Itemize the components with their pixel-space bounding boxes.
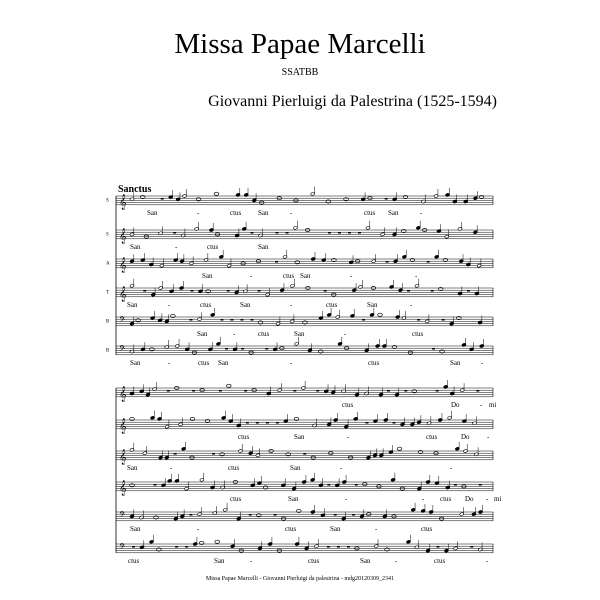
rest-icon — [212, 453, 215, 454]
rest-icon — [192, 390, 195, 391]
lyric-syllable: San — [290, 463, 301, 472]
rest-icon — [266, 422, 269, 423]
rest-icon — [276, 422, 279, 423]
lyric-syllable: San — [330, 524, 341, 533]
lyric-syllable: - — [340, 463, 343, 472]
lyric-syllable: San — [300, 271, 311, 280]
rest-icon — [189, 514, 192, 515]
lyric-syllable: - — [486, 556, 489, 565]
whole-note-icon — [214, 192, 219, 195]
lyric-syllable: ctus — [421, 524, 433, 533]
voice-label: S — [106, 232, 109, 238]
rest-icon — [190, 290, 193, 291]
rest-icon — [189, 319, 192, 320]
treble-clef-icon: 𝄞 — [119, 287, 127, 303]
rest-icon — [337, 546, 340, 547]
lyric-syllable: - — [486, 494, 489, 503]
lyric-syllable: - — [290, 300, 293, 309]
rest-icon — [436, 546, 439, 547]
rest-icon — [404, 390, 407, 391]
rest-icon — [132, 546, 135, 547]
lyric-syllable: ctus — [230, 494, 242, 503]
lyric-syllable: mi — [494, 494, 502, 503]
rest-icon — [250, 319, 253, 320]
lyric-syllable: - — [415, 271, 418, 280]
lyric-syllable: San — [294, 329, 305, 338]
lyric-syllable: San — [130, 358, 141, 367]
lyric-syllable: ctus — [230, 208, 242, 217]
lyric-syllable: - — [344, 329, 347, 338]
lyric-syllable: ctus — [258, 329, 270, 338]
rest-icon — [265, 348, 268, 349]
section-label: Sanctus — [118, 184, 152, 195]
rest-icon — [246, 422, 249, 423]
rest-icon — [143, 290, 146, 291]
lyric-syllable: ctus — [412, 329, 424, 338]
lyric-syllable: - — [347, 432, 350, 441]
lyric-syllable: ctus — [283, 271, 295, 280]
rest-icon — [407, 290, 410, 291]
rest-icon — [241, 348, 244, 349]
lyric-syllable: San — [288, 494, 299, 503]
rest-icon — [324, 290, 327, 291]
lyric-syllable: San — [147, 208, 158, 217]
rest-icon — [352, 514, 355, 515]
rest-icon — [348, 232, 351, 233]
rest-icon — [227, 290, 230, 291]
rest-icon — [174, 453, 177, 454]
lyric-syllable: - — [350, 271, 353, 280]
lyric-syllable: - — [170, 463, 173, 472]
lyric-syllable: Do — [465, 494, 474, 503]
treble-clef-icon: 𝄞 — [119, 229, 127, 245]
whole-note-icon — [215, 540, 220, 543]
lyric-syllable: ctus — [308, 556, 320, 565]
rest-icon — [454, 484, 457, 485]
lyric-syllable: San — [197, 329, 208, 338]
rest-icon — [185, 546, 188, 547]
lyric-syllable: San — [130, 524, 141, 533]
rest-icon — [386, 261, 389, 262]
rest-icon — [219, 390, 222, 391]
lyric-syllable: - — [197, 524, 200, 533]
treble-clef-icon: 𝄞 — [119, 387, 127, 403]
rest-icon — [225, 348, 228, 349]
rest-icon — [362, 319, 365, 320]
lyric-syllable: Do — [461, 432, 470, 441]
lyric-syllable: San — [240, 300, 251, 309]
rest-icon — [427, 261, 430, 262]
rest-icon — [479, 484, 482, 485]
rest-icon — [393, 422, 396, 423]
rest-icon — [417, 319, 420, 320]
rest-icon — [173, 232, 176, 233]
rest-icon — [358, 232, 361, 233]
lyric-syllable: ctus — [198, 358, 210, 367]
score-title: Missa Papae Marcelli — [174, 28, 426, 60]
lyric-syllable: San — [202, 271, 213, 280]
lyric-syllable: San — [130, 242, 141, 251]
whole-note-icon — [378, 313, 383, 316]
lyric-syllable: ctus — [364, 208, 376, 217]
rest-icon — [432, 348, 435, 349]
rest-icon — [230, 319, 233, 320]
whole-note-icon — [227, 384, 232, 387]
lyric-syllable: ctus — [238, 432, 250, 441]
bass-clef-icon: 𝄢 — [119, 345, 126, 357]
rest-icon — [328, 232, 331, 233]
lyric-syllable: San — [258, 208, 269, 217]
lyric-syllable: - — [290, 358, 293, 367]
lyric-syllable: - — [420, 208, 423, 217]
lyric-syllable: San — [360, 556, 371, 565]
lyric-syllable: ctus — [368, 358, 380, 367]
rest-icon — [470, 546, 473, 547]
lyric-syllable: - — [345, 494, 348, 503]
rest-icon — [293, 390, 296, 391]
lyric-syllable: - — [290, 208, 293, 217]
bass-clef-icon: 𝄢 — [119, 511, 126, 523]
rest-icon — [154, 484, 157, 485]
lyric-syllable: - — [487, 432, 490, 441]
rest-icon — [258, 290, 261, 291]
lyric-syllable: San — [367, 300, 378, 309]
lyric-syllable: - — [250, 556, 253, 565]
rest-icon — [467, 290, 470, 291]
rest-icon — [365, 422, 368, 423]
lyric-syllable: ctus — [207, 242, 219, 251]
treble-clef-icon: 𝄞 — [119, 195, 127, 211]
lyric-syllable: San — [388, 208, 399, 217]
lyric-syllable: - — [375, 524, 378, 533]
lyric-syllable: - — [168, 358, 171, 367]
lyric-syllable: - — [197, 208, 200, 217]
lyric-syllable: ctus — [440, 494, 452, 503]
treble-clef-icon: 𝄞 — [119, 419, 127, 435]
voice-label: B — [106, 319, 110, 325]
rest-icon — [442, 319, 445, 320]
bass-clef-icon: 𝄢 — [119, 316, 126, 328]
lyric-syllable: San — [214, 556, 225, 565]
treble-clef-icon: 𝄞 — [119, 481, 127, 497]
lyric-syllable: ctus — [228, 463, 240, 472]
rest-icon — [275, 261, 278, 262]
lyric-syllable: San — [294, 432, 305, 441]
rest-icon — [167, 390, 170, 391]
rest-icon — [476, 390, 479, 391]
rest-icon — [250, 232, 253, 233]
lyric-syllable: - — [410, 300, 413, 309]
lyric-syllable: ctus — [342, 400, 354, 409]
treble-clef-icon: 𝄞 — [119, 450, 127, 466]
lyric-syllable: ctus — [200, 300, 212, 309]
bass-clef-icon: 𝄢 — [119, 543, 126, 555]
rest-icon — [385, 198, 388, 199]
rest-icon — [334, 514, 337, 515]
lyric-syllable: - — [168, 300, 171, 309]
rest-icon — [387, 390, 390, 391]
lyric-syllable: - — [233, 329, 236, 338]
lyric-syllable: Do — [451, 400, 460, 409]
rest-icon — [161, 198, 164, 199]
lyric-syllable: San — [218, 358, 229, 367]
lyric-syllable: ctus — [426, 432, 438, 441]
lyric-syllable: ctus — [326, 300, 338, 309]
rest-icon — [249, 514, 252, 515]
composer-credit: Giovanni Pierluigi da Palestrina (1525-1594) — [208, 93, 497, 110]
rest-icon — [256, 422, 259, 423]
rest-icon — [347, 546, 350, 547]
whole-note-icon — [397, 447, 402, 450]
rest-icon — [286, 232, 289, 233]
lyric-syllable: - — [175, 242, 178, 251]
rest-icon — [240, 319, 243, 320]
rest-icon — [431, 290, 434, 291]
rest-icon — [327, 546, 330, 547]
lyric-syllable: - — [480, 400, 483, 409]
voice-label: A — [106, 261, 110, 267]
rest-icon — [436, 390, 439, 391]
lyric-syllable: San — [127, 300, 138, 309]
rest-icon — [220, 319, 223, 320]
rest-icon — [276, 232, 279, 233]
lyric-syllable: San — [450, 358, 461, 367]
rest-icon — [327, 484, 330, 485]
lyric-syllable: San — [127, 463, 138, 472]
rest-icon — [338, 232, 341, 233]
lyric-syllable: - — [481, 358, 484, 367]
lyric-syllable: - — [422, 494, 425, 503]
rest-icon — [175, 546, 178, 547]
rest-icon — [244, 390, 247, 391]
rest-icon — [316, 390, 319, 391]
rest-icon — [355, 484, 358, 485]
rest-icon — [303, 453, 306, 454]
voicing-subtitle: SSATBB — [281, 67, 319, 78]
lyric-syllable: ctus — [434, 556, 446, 565]
lyric-syllable: San — [258, 242, 269, 251]
lyric-syllable: mi — [489, 400, 497, 409]
lyric-syllable: ctus — [128, 556, 140, 565]
rest-icon — [274, 514, 277, 515]
voice-label: S — [106, 198, 109, 204]
voice-label: T — [106, 290, 110, 296]
page-footer: Missa Papae Marcelli - Giovanni Pierluigi da palestrina - mdg20120309_2341 — [205, 576, 395, 582]
lyric-syllable: ctus — [285, 524, 297, 533]
lyric-syllable: - — [395, 556, 398, 565]
lyric-syllable: - — [250, 271, 253, 280]
voice-label: B — [106, 348, 110, 354]
treble-clef-icon: 𝄞 — [119, 258, 127, 274]
lyric-syllable: - — [450, 463, 453, 472]
